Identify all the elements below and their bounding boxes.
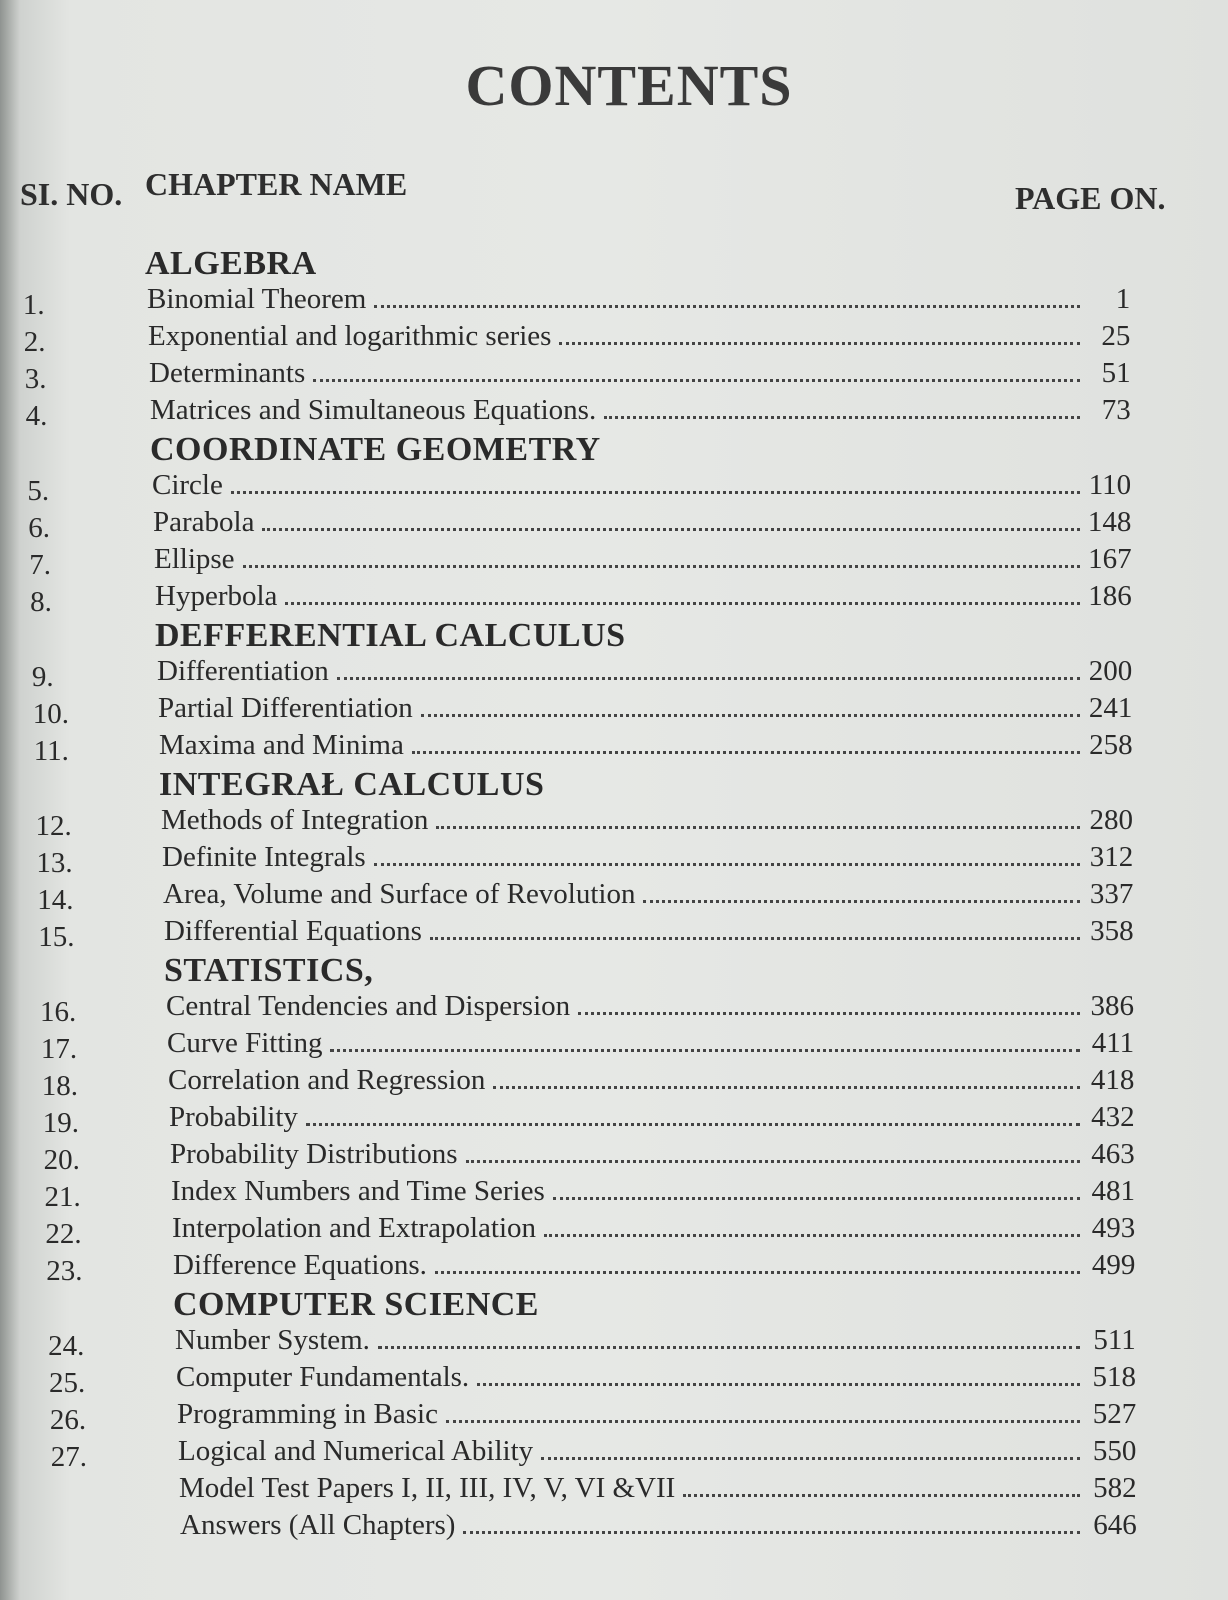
toc-entry	[0, 580, 1228, 617]
entry-chapter	[162, 841, 1080, 874]
toc-entry	[0, 915, 1228, 952]
dot-leader	[559, 342, 1080, 345]
entry-chapter	[159, 729, 1080, 762]
toc-entry	[0, 1175, 1228, 1212]
entry-title: Circle	[152, 469, 223, 501]
dot-leader	[430, 937, 1080, 940]
entry-page: 337	[1089, 878, 1134, 910]
entry-chapter	[171, 1175, 1080, 1208]
entry-page: 511	[1093, 1324, 1136, 1356]
entry-page: 358	[1090, 915, 1134, 947]
entry-number: 10.	[32, 698, 70, 730]
toc-entry	[0, 1101, 1228, 1138]
entry-title: Answers (All Chapters)	[180, 1509, 456, 1541]
dot-leader	[435, 1271, 1080, 1274]
entry-page: 527	[1092, 1398, 1137, 1430]
dot-leader	[643, 900, 1080, 903]
dot-leader	[463, 1531, 1080, 1534]
entry-title: Parabola	[153, 506, 255, 538]
entry-title: Area, Volume and Surface of Revolution	[163, 878, 636, 910]
entry-number: 4.	[25, 400, 48, 432]
section-heading: COORDINATE GEOMETRY	[150, 431, 601, 468]
toc-entry	[0, 1324, 1228, 1361]
toc-entry	[0, 543, 1228, 580]
entry-chapter	[176, 1361, 1080, 1394]
entry-page: 167	[1088, 543, 1132, 575]
entry-number: 13.	[36, 847, 73, 879]
section-heading: COMPUTER SCIENCE	[173, 1286, 539, 1323]
entry-number: 17.	[40, 1033, 78, 1065]
entry-chapter	[150, 394, 1080, 427]
entry-number: 5.	[27, 475, 50, 507]
entry-page: 186	[1088, 580, 1132, 612]
entry-page: 418	[1090, 1064, 1135, 1096]
entry-chapter	[147, 283, 1080, 316]
dot-leader	[374, 305, 1080, 308]
toc-entry	[0, 878, 1228, 915]
entry-number: 23.	[46, 1255, 83, 1287]
entry-title: Model Test Papers I, II, III, IV, V, VI &VII	[179, 1472, 676, 1504]
section-heading: INTEGRAŁ CALCULUS	[159, 766, 545, 803]
dot-leader	[493, 1086, 1080, 1089]
entry-page: 493	[1091, 1212, 1136, 1244]
dot-leader	[243, 565, 1080, 568]
entry-number: 20.	[43, 1144, 80, 1176]
entry-chapter	[152, 469, 1080, 502]
entry-title: Differential Equations	[164, 915, 422, 947]
entry-title: Correlation and Regression	[168, 1064, 486, 1096]
toc-entry	[0, 655, 1228, 692]
entry-chapter	[149, 357, 1080, 390]
entry-title: Differentiation	[157, 655, 329, 687]
entry-title: Definite Integrals	[162, 841, 366, 873]
entry-chapter	[164, 915, 1080, 948]
entry-page: 148	[1087, 506, 1132, 538]
toc-entry	[0, 804, 1228, 841]
entry-page: 241	[1088, 692, 1133, 724]
entry-chapter	[167, 1027, 1080, 1060]
entry-page: 550	[1092, 1435, 1137, 1467]
entry-title: Number System.	[175, 1324, 370, 1356]
dot-leader	[604, 416, 1080, 419]
dot-leader	[466, 1160, 1080, 1163]
entry-title: Methods of Integration	[161, 804, 429, 836]
toc-entry	[0, 283, 1228, 320]
entry-title: Computer Fundamentals.	[176, 1361, 470, 1393]
toc-entry	[0, 841, 1228, 878]
toc-entry	[0, 1249, 1228, 1286]
toc-entry	[0, 357, 1228, 394]
entry-number: 6.	[28, 512, 51, 544]
entry-title: Matrices and Simultaneous Equations.	[150, 394, 597, 426]
dot-leader	[553, 1197, 1080, 1200]
toc-entry	[0, 469, 1228, 506]
toc-entry	[0, 1138, 1228, 1175]
entry-chapter	[180, 1509, 1080, 1542]
entry-chapter	[155, 580, 1080, 613]
dot-leader	[421, 714, 1080, 717]
entry-number: 7.	[29, 549, 51, 581]
dot-leader	[285, 602, 1080, 605]
entry-title: Central Tendencies and Dispersion	[166, 990, 571, 1022]
entry-page: 499	[1091, 1249, 1136, 1281]
entry-page: 463	[1091, 1138, 1135, 1170]
toc-entry	[0, 320, 1228, 357]
dot-leader	[378, 1346, 1080, 1349]
entry-page: 386	[1090, 990, 1134, 1022]
entry-title: Difference Equations.	[173, 1249, 427, 1281]
entry-number: 16.	[40, 996, 77, 1028]
dot-leader	[374, 863, 1080, 866]
entry-number: 9.	[31, 661, 54, 693]
page-on-header: PAGE ON.	[1015, 180, 1166, 216]
entry-number: 12.	[35, 810, 72, 842]
entry-number: 22.	[45, 1218, 82, 1250]
entry-page: 51	[1101, 357, 1131, 389]
entry-chapter	[169, 1101, 1080, 1134]
toc-entry	[0, 1435, 1228, 1472]
dot-leader	[683, 1494, 1080, 1497]
entry-page: 411	[1091, 1027, 1135, 1059]
entry-number: 18.	[41, 1070, 79, 1102]
entry-number: 15.	[38, 921, 75, 953]
entry-number: 19.	[42, 1107, 79, 1139]
entry-title: Binomial Theorem	[147, 283, 367, 315]
toc-entry	[0, 1361, 1228, 1398]
dot-leader	[306, 1123, 1080, 1126]
entry-title: Probability	[169, 1101, 298, 1133]
entry-chapter	[148, 320, 1080, 353]
toc-entry	[0, 1027, 1228, 1064]
entry-page: 280	[1089, 804, 1133, 836]
toc-entry	[0, 1472, 1228, 1509]
entry-chapter	[178, 1435, 1080, 1468]
entry-number: 11.	[33, 735, 69, 767]
entry-number: 8.	[30, 586, 52, 618]
toc-entry	[0, 1509, 1228, 1546]
entry-chapter	[153, 506, 1080, 539]
entry-title: Exponential and logarithmic series	[148, 320, 552, 352]
entry-number: 14.	[37, 884, 74, 916]
dot-leader	[313, 379, 1080, 382]
entry-title: Index Numbers and Time Series	[171, 1175, 545, 1207]
entry-chapter	[179, 1472, 1080, 1505]
entry-title: Maxima and Minima	[159, 729, 404, 761]
toc-entry	[0, 990, 1228, 1027]
dot-leader	[412, 751, 1080, 754]
entry-number: 3.	[24, 363, 47, 395]
entry-page: 646	[1093, 1509, 1137, 1541]
entry-number: 21.	[44, 1181, 81, 1213]
toc-entry	[0, 692, 1228, 729]
entry-number: 25.	[49, 1367, 86, 1399]
entry-page: 1	[1115, 283, 1131, 315]
entry-page: 73	[1101, 394, 1131, 426]
entry-chapter	[157, 655, 1080, 688]
entry-chapter	[173, 1249, 1080, 1282]
entry-number: 1.	[22, 289, 45, 321]
dot-leader	[578, 1012, 1080, 1015]
sl-no-header: SI. NO.	[20, 176, 123, 212]
toc-entry	[0, 506, 1228, 543]
entry-title: Logical and Numerical Ability	[178, 1435, 534, 1467]
chapter-name-header: CHAPTER NAME	[145, 166, 408, 202]
dot-leader	[477, 1383, 1080, 1386]
entry-page: 582	[1093, 1472, 1137, 1504]
entry-title: Determinants	[149, 357, 306, 389]
entry-chapter	[166, 990, 1080, 1023]
dot-leader	[262, 528, 1080, 531]
section-heading: ALGEBRA	[145, 245, 317, 282]
dot-leader	[337, 677, 1080, 680]
entry-chapter	[163, 878, 1080, 911]
entry-title: Hyperbola	[155, 580, 278, 612]
entry-page: 200	[1088, 655, 1133, 687]
dot-leader	[544, 1234, 1080, 1237]
entry-page: 518	[1092, 1361, 1136, 1393]
entry-number: 27.	[50, 1441, 88, 1473]
entry-page: 25	[1101, 320, 1131, 352]
page-title: CONTENTS	[465, 53, 793, 118]
dot-leader	[436, 826, 1080, 829]
toc-entry	[0, 1064, 1228, 1101]
toc-entry	[0, 1212, 1228, 1249]
entry-chapter	[175, 1324, 1080, 1357]
entry-chapter	[154, 543, 1080, 576]
section-heading: DEFFERENTIAL CALCULUS	[155, 617, 626, 654]
contents-list	[0, 245, 1228, 1546]
entry-number: 24.	[48, 1330, 85, 1362]
dot-leader	[446, 1420, 1080, 1423]
dot-leader	[330, 1049, 1080, 1052]
entry-chapter	[177, 1398, 1080, 1431]
entry-title: Programming in Basic	[177, 1398, 438, 1430]
entry-number: 26.	[49, 1404, 87, 1436]
entry-page: 432	[1091, 1101, 1135, 1133]
section-heading: STATISTICS,	[164, 952, 374, 989]
toc-entry	[0, 394, 1228, 431]
entry-chapter	[161, 804, 1080, 837]
dot-leader	[231, 491, 1080, 494]
toc-entry	[0, 1398, 1228, 1435]
entry-chapter	[172, 1212, 1080, 1245]
entry-number: 2.	[23, 326, 46, 358]
entry-page: 258	[1089, 729, 1133, 761]
entry-chapter	[170, 1138, 1080, 1171]
dot-leader	[541, 1457, 1080, 1460]
entry-page: 312	[1089, 841, 1134, 873]
entry-title: Probability Distributions	[170, 1138, 458, 1170]
entry-title: Interpolation and Extrapolation	[172, 1212, 537, 1244]
entry-page: 481	[1091, 1175, 1135, 1207]
toc-entry	[0, 729, 1228, 766]
entry-title: Partial Differentiation	[158, 692, 413, 724]
entry-title: Curve Fitting	[167, 1027, 323, 1059]
entry-title: Ellipse	[154, 543, 235, 575]
entry-chapter	[168, 1064, 1080, 1097]
entry-chapter	[158, 692, 1080, 725]
entry-page: 110	[1088, 469, 1132, 501]
